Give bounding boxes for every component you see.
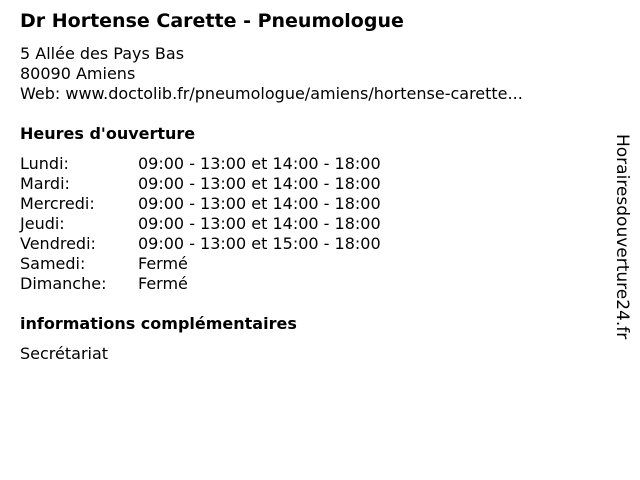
day-hours: Fermé — [138, 254, 188, 273]
hours-row-sunday — [20, 274, 381, 294]
hours-row-friday — [20, 234, 381, 254]
day-hours: 09:00 - 13:00 et 14:00 - 18:00 — [138, 174, 381, 193]
day-label: Mardi: — [20, 174, 70, 193]
day-label: Samedi: — [20, 254, 86, 273]
day-label: Vendredi: — [20, 234, 96, 253]
additional-info-heading: informations complémentaires — [20, 314, 297, 333]
address-street: 5 Allée des Pays Bas — [20, 44, 185, 63]
hours-row-tuesday — [20, 174, 381, 194]
hours-row-wednesday — [20, 194, 381, 214]
site-watermark: Horairesdouverture24.fr — [612, 134, 632, 340]
day-hours: 09:00 - 13:00 et 15:00 - 18:00 — [138, 234, 381, 253]
day-label: Lundi: — [20, 154, 69, 173]
day-hours: 09:00 - 13:00 et 14:00 - 18:00 — [138, 154, 381, 173]
day-hours: 09:00 - 13:00 et 14:00 - 18:00 — [138, 214, 381, 233]
day-label: Mercredi: — [20, 194, 95, 213]
address-block — [20, 44, 523, 104]
website-link[interactable]: Web: www.doctolib.fr/pneumologue/amiens/hortense-carette... — [20, 84, 523, 103]
day-label: Dimanche: — [20, 274, 107, 293]
opening-hours-table — [20, 154, 381, 294]
hours-row-monday — [20, 154, 381, 174]
day-hours: Fermé — [138, 274, 188, 293]
day-hours: 09:00 - 13:00 et 14:00 - 18:00 — [138, 194, 381, 213]
opening-hours-heading: Heures d'ouverture — [20, 124, 196, 143]
hours-row-saturday — [20, 254, 381, 274]
address-city: 80090 Amiens — [20, 64, 136, 83]
page-title: Dr Hortense Carette - Pneumologue — [20, 10, 404, 32]
hours-row-thursday — [20, 214, 381, 234]
additional-info-text: Secrétariat — [20, 344, 109, 363]
day-label: Jeudi: — [20, 214, 65, 233]
